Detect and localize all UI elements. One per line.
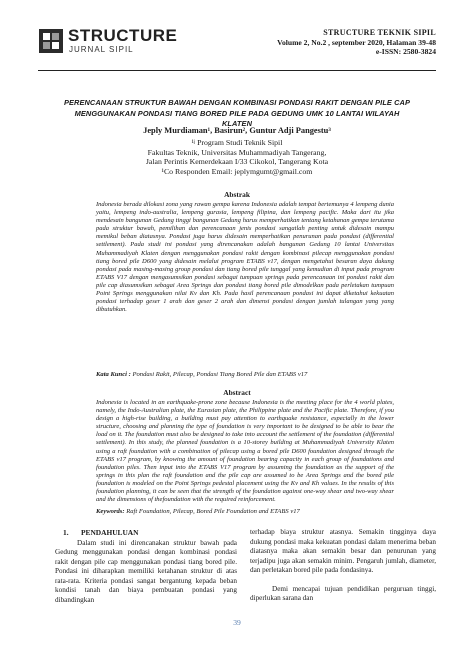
body-paragraph: Dalam studi ini direncanakan struktur bawah pada Gedung menggunakan pondasi dengan kombinasi pondasi rakit dengan pile cap menggunakan pondasi tiang bored pile. Pondasi ini diharapkan memiliki ketahanan struktur di atas rata-rata. Kriteria pondasi sangat bergantung kepada beban kondisi tanah dan biaya pembuatan pondasi yang dibandingkan [55, 538, 237, 604]
keywords-text: Raft Foundation, Pilecap, Bored Pile Foundation and ETABS v17 [124, 508, 300, 515]
journal-meta [216, 28, 436, 57]
issn: e-ISSN: 2580-3824 [375, 47, 436, 56]
abstrak-text: Indonesia berada dilokasi zona yang rawan gempa karena Indonesia adalah tempat bertemunya 4 lempeng dunia yaitu, lempeng indo-australia, lempeng gurasia, lempeng filipina, dan lempeng pacific. Maka dari itu jika mendesain bangunan Gedung tinggi bangunan Gedung harus memperhatikan tentang ketahanan gempa terutama pada struktur bawah, pemilihan dan perencanaan jenis pondasi sangatlah penting untuk didesain mampu memikul beban diatasnya. Pondasi juga harus didesain memperhatikan penurunan pada pondasi (differential settlement). Pada studi ini pondasi yang direncanakan adalah bangunan Gedung 10 lantai Universitas Muhammadiyah Klaten dengan menggunakan pondasi rakit dengan kombinasi pilecap menggunakan pondasi tiang bored pile D600 yang didesain melalui program ETABS v17, dengan mengetahui besaran daya dukung pondasi pada masing-masing group pondasi dan tiang bored pile tunggal yang kemudian di input pada program ETABS V17 dengan mengasumsikan pondasi sebagai tumpuan springs pada perencanaan ini pondasi rakit dan pile cap diasumsikan sebagai Area Springs dan pondasi tiang bored pile dimodelkan pada perletakan tumpuan Point Springs menggunakan nilai Kv dan Kh. Pada hasil perencanaan pondasi ini dapat diketahui kekuatan pondasi terhadap geser 1 arah dan geser 2 arah dan dimensi pondasi dengan jumlah tulangan yang yang dibutuhkan. [96, 201, 394, 314]
body-column-right [250, 528, 436, 604]
abstract-text: Indonesia is located in an earthquake-prone zone because Indonesia is the meeting place for the 4 world plates, namely, the Indo-Australian plate, the Eurasian plate, the Philippine plate and the Pacific plate. Therefore, if you design a high-rise building, a building must pay attention to earthquake resistance, especially in the lower structure, choosing and planning the type of foundation is very important to be designed to be able to bear the load on it. The foundation must also be designed to take into account the settlement of the foundation (differential settlement). In this study, the planned foundation is a 10-storey building at Muhammadiyah University Klaten using a raft foundation with a combination of pilecap using a bored pile D600 foundation designed through the ETABS v17 program, by knowing the amount of foundation bearing capacity in each group of foundations and foundation piles. Then input into the ETABS V17 program by assuming the foundation as the support of the springs in this plan the raft foundation and the pile cap are assumed to be Area Springs and the bored pile foundation is modeled on the Point Springs pedestal placement using the Kv and Kh values. In the results of this foundation planning, it can be seen that the strength of the foundation against one-way shear and two-way shear and the dimensions of thefoundation with the required reinforcement. [96, 399, 394, 504]
section-title: PENDAHULUAN [81, 528, 139, 537]
journal-logo [38, 26, 178, 66]
affiliation-line-1: ¹ʲ Program Studi Teknik Sipil [191, 138, 283, 147]
kata-kunci-label: Kata Kunci : [96, 371, 131, 378]
abstract-heading: Abstract [223, 388, 251, 397]
corresponding-email: ¹Co Responden Email: jeplymgumt@gmail.com [161, 166, 313, 176]
kata-kunci-text: Pondasi Rakit, Pilecap, Pondasi Tiang Bored Pile dan ETABS v17 [130, 371, 308, 378]
journal-name: STRUCTURE TEKNIK SIPIL [323, 28, 436, 37]
affiliation-line-3: Jalan Perintis Kemerdekaan I/33 Cikokol, Tangerang Kota [145, 157, 329, 166]
header-divider [38, 70, 436, 71]
affiliation-line-2: Fakultas Teknik, Universitas Muhammadiyah Tangerang, [147, 147, 327, 157]
volume-line: Volume 2, No.2 , september 2020, Halaman 39-48 [277, 37, 436, 47]
author-list: Jeply Murdiaman¹, Basirun², Guntur Adji Pangestu³ [143, 126, 331, 135]
section-number: 1. [63, 528, 69, 537]
title-line-1: PERENCANAAN STRUKTUR BAWAH DENGAN KOMBINASI PONDASI RAKIT DENGAN PILE CAP [63, 98, 411, 107]
section-heading [55, 528, 237, 538]
body-paragraph: Demi mencapai tujuan pendidikan perguruan tinggi, diperlukan sarana dan [250, 584, 436, 602]
keywords [96, 508, 394, 516]
body-paragraph-continued: terhadap biaya struktur atasnya. Semakin tingginya daya dukung pondasi maka kekuatan pondasi dalam menerima beban diatasnya maka akan semakin besar dan penurunan yang terjadipu juga akan semakin minim. Pengaruh jumlah, diameter, dan perletakan bored pile pada fondasinya. [250, 528, 436, 574]
keywords-label: Keywords: [96, 508, 125, 515]
logo-mark-icon [38, 28, 64, 54]
logo-title: STRUCTURE [68, 26, 178, 45]
logo-subtitle: JURNAL SIPIL [69, 45, 134, 54]
page-number: 39 [233, 618, 241, 627]
paper-title [60, 98, 414, 130]
abstrak-heading: Abstrak [224, 190, 250, 199]
title-line-2: MENGGUNAKAN PONDASI TIANG BORED PILE PADA GEDUNG UMK 10 LANTAI WILAYAH KLATEN [74, 108, 400, 128]
kata-kunci [96, 371, 394, 379]
body-column-left [55, 528, 237, 605]
affiliation [60, 138, 414, 176]
